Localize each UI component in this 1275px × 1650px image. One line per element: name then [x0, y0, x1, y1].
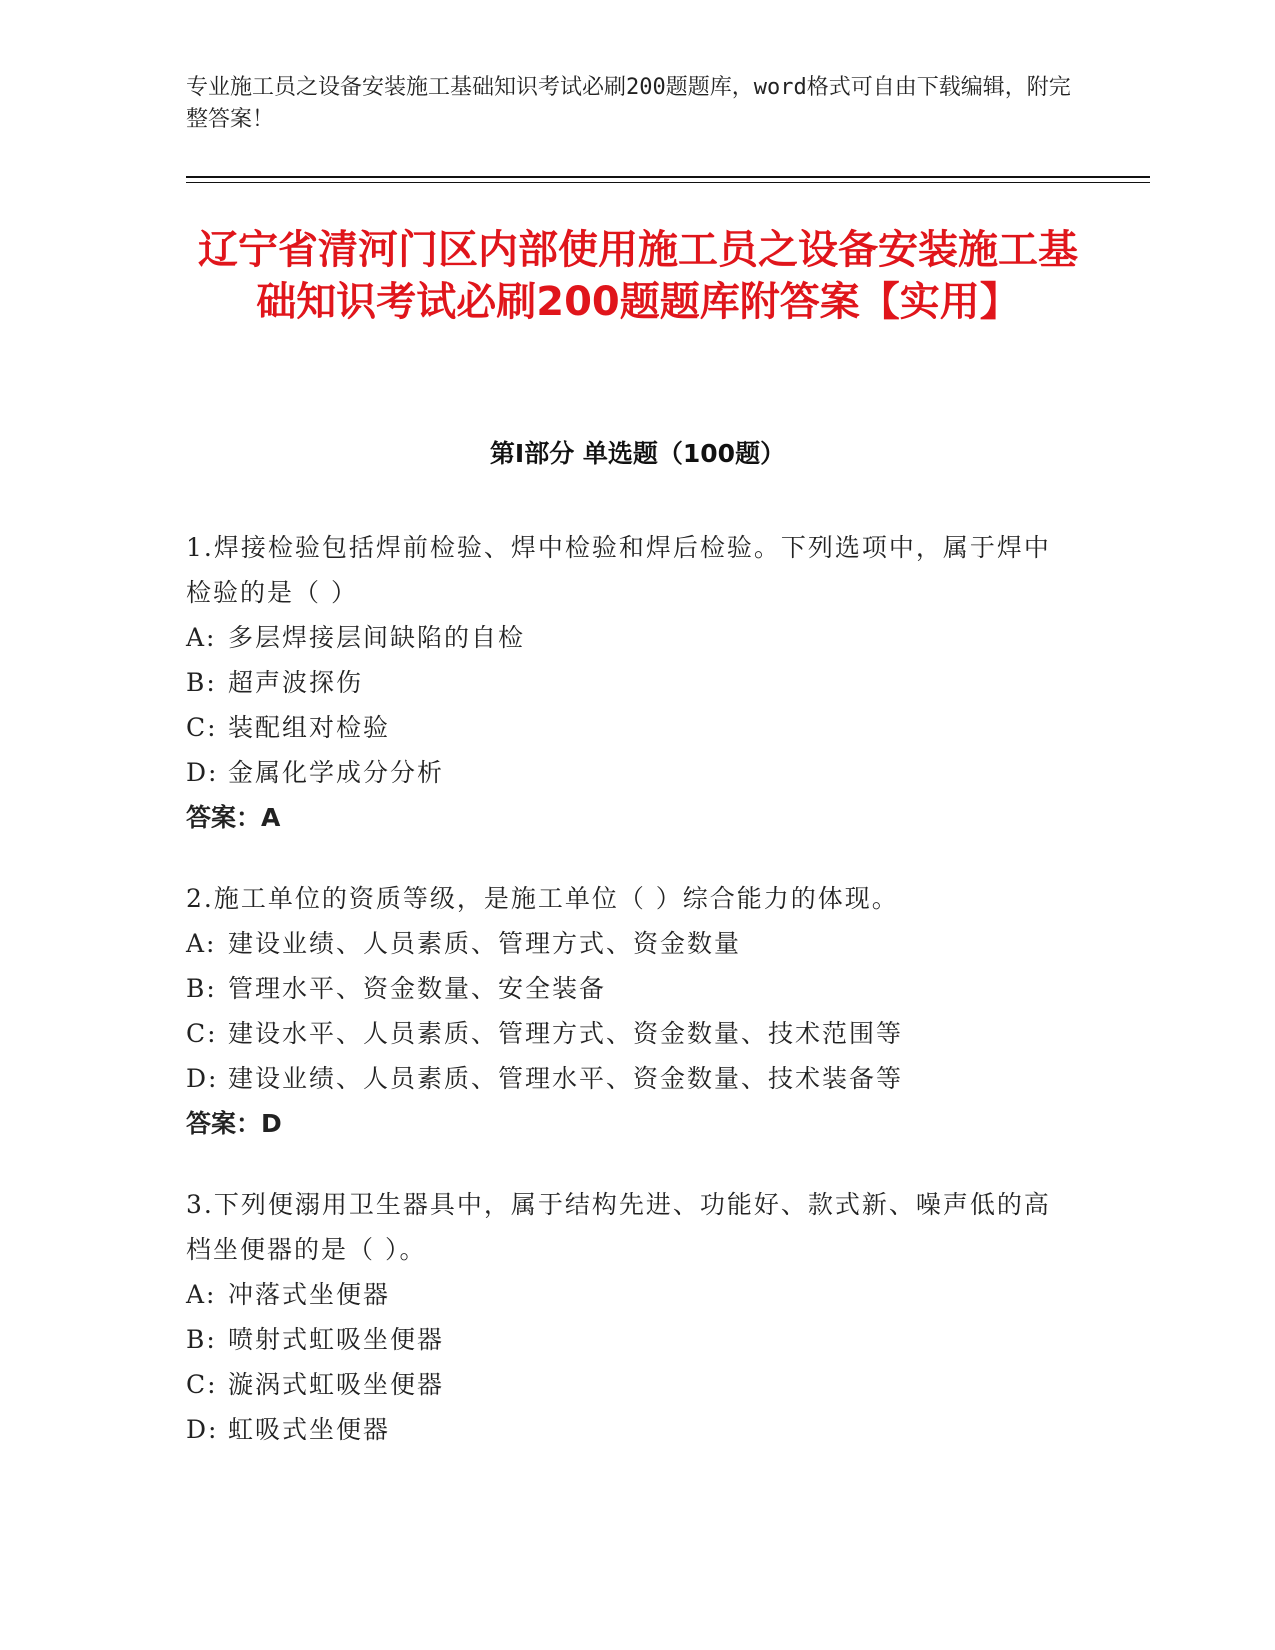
option-key: D: [186, 1064, 219, 1093]
option-text: 建设业绩、人员素质、管理方式、资金数量 [228, 929, 742, 958]
question-option [186, 1407, 1066, 1452]
option-key: C: [186, 1019, 218, 1048]
option-key: A: [186, 929, 217, 958]
option-text: 建设业绩、人员素质、管理水平、资金数量、技术装备等 [228, 1064, 904, 1093]
option-text: 装配组对检验 [228, 713, 391, 742]
option-key: A: [186, 1280, 217, 1309]
document-title: 辽宁省清河门区内部使用施工员之设备安装施工基础知识考试必刷200题题库附答案【实用】 [198, 227, 1078, 325]
question-option [186, 1272, 1066, 1317]
option-key: C: [186, 1370, 218, 1399]
option-key: C: [186, 713, 218, 742]
question-item [186, 525, 1066, 840]
section-heading: 第I部分 单选题（100题） [489, 439, 786, 468]
option-key: B: [186, 974, 217, 1003]
document-header: 专业施工员之设备安装施工基础知识考试必刷200题题库，word格式可自由下载编辑，附完整答案！ [186, 75, 1071, 132]
question-option [186, 1011, 1066, 1056]
option-text: 超声波探伤 [228, 668, 364, 697]
question-item [186, 876, 1066, 1146]
question-option [186, 705, 1066, 750]
option-text: 多层焊接层间缺陷的自检 [228, 623, 526, 652]
question-answer: 答案：D [186, 1109, 282, 1138]
option-key: D: [186, 1415, 219, 1444]
option-text: 建设水平、人员素质、管理方式、资金数量、技术范围等 [228, 1019, 904, 1048]
question-option [186, 660, 1066, 705]
question-option [186, 1362, 1066, 1407]
header-rule-thin [186, 182, 1150, 183]
question-item [186, 1182, 1066, 1452]
question-option [186, 750, 1066, 795]
header-rule-thick [186, 176, 1150, 178]
question-option [186, 1317, 1066, 1362]
question-stem: 1.焊接检验包括焊前检验、焊中检验和焊后检验。下列选项中，属于焊中检验的是（ ） [186, 533, 1051, 607]
option-key: B: [186, 668, 217, 697]
option-text: 虹吸式坐便器 [228, 1415, 391, 1444]
option-text: 漩涡式虹吸坐便器 [228, 1370, 445, 1399]
question-option [186, 1056, 1066, 1101]
option-text: 喷射式虹吸坐便器 [228, 1325, 445, 1354]
option-key: A: [186, 623, 217, 652]
question-stem: 2.施工单位的资质等级，是施工单位（ ）综合能力的体现。 [186, 884, 899, 913]
question-answer: 答案：A [186, 803, 281, 832]
question-list [186, 525, 1066, 1488]
option-key: D: [186, 758, 219, 787]
option-key: B: [186, 1325, 217, 1354]
question-stem: 3.下列便溺用卫生器具中，属于结构先进、功能好、款式新、噪声低的高档坐便器的是（ ）。 [186, 1190, 1051, 1264]
question-option [186, 921, 1066, 966]
option-text: 金属化学成分分析 [228, 758, 445, 787]
question-option [186, 615, 1066, 660]
option-text: 冲落式坐便器 [228, 1280, 391, 1309]
question-option [186, 966, 1066, 1011]
option-text: 管理水平、资金数量、安全装备 [228, 974, 607, 1003]
